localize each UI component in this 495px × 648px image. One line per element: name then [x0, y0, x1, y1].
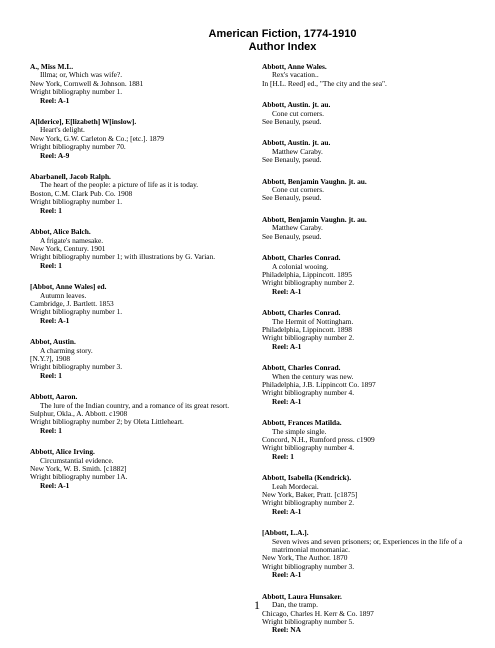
entry-detail: Wright bibliography number 2. [262, 333, 355, 343]
entry-detail: New York, Cornwell & Johnson. 1881 [30, 78, 144, 88]
work-title: A colonial wooing. [272, 261, 329, 271]
reel-label: Reel: A-1 [272, 570, 302, 580]
index-entry [262, 309, 472, 351]
author-name: [Abbott, L.A.]. [262, 528, 309, 538]
work-title: Circumstantial evidence. [40, 455, 114, 465]
work-title: When the century was new. [272, 371, 354, 381]
index-entry [30, 63, 240, 105]
index-entry [30, 173, 240, 215]
entry-detail: [N.Y.?], 1908 [30, 353, 71, 363]
entry-detail: New York, Baker, Pratt. [c1875] [262, 490, 358, 500]
entry-detail: Sulphur, Okla., A. Abbott. c1908 [30, 409, 128, 418]
reel-label: Reel: A-1 [40, 315, 70, 325]
entry-detail: Wright bibliography number 3. [30, 362, 123, 372]
entry-detail: See Benauly, pseud. [262, 117, 322, 127]
work-title: Leah Mordecai. [272, 481, 319, 491]
work-title: Illma; or, Which was wife?. [40, 70, 123, 80]
index-entry [262, 593, 472, 635]
author-name: Abarbanell, Jacob Ralph. [30, 172, 111, 182]
left-column [30, 63, 240, 503]
author-name: Abbot, Alice Balch. [30, 227, 91, 237]
author-name: [Abbot, Anne Wales] ed. [30, 282, 107, 292]
entry-detail: See Benauly, pseud. [262, 231, 322, 241]
index-entry [262, 63, 472, 88]
entry-detail: Wright bibliography number 3. [262, 561, 355, 571]
entry-detail: Boston, C.M. Clark Pub. Co. 1908 [30, 188, 133, 198]
author-name: Abbott, Aaron. [30, 392, 78, 402]
author-name: Abbott, Austin. jt. au. [262, 100, 331, 110]
index-entry [30, 338, 240, 380]
work-title: The simple single. [272, 426, 327, 436]
index-entry [30, 228, 240, 270]
reel-label: Reel: A-1 [272, 396, 302, 406]
author-name: Abbott, Alice Irving. [30, 447, 95, 457]
index-entry [30, 393, 240, 435]
entry-detail: Philadelphia, Lippincott. 1898 [262, 324, 352, 334]
entry-detail: Wright bibliography number 2. [262, 498, 355, 508]
entry-detail: Wright bibliography number 2. [262, 278, 355, 288]
index-entry [262, 216, 472, 241]
entry-detail: Concord, N.H., Rumford press. c1909 [262, 435, 375, 444]
reel-label: Reel: 1 [40, 370, 62, 380]
author-name: Abbott, Benjamin Vaughn. jt. au. [262, 176, 367, 186]
author-name: Abbott, Laura Hunsaker. [262, 591, 342, 601]
author-name: Abbott, Benjamin Vaughn. jt. au. [262, 214, 367, 224]
entry-detail: New York, Century. 1901 [30, 243, 106, 253]
work-title: Rex's vacation.. [272, 70, 319, 80]
index-entry [262, 139, 472, 164]
entry-detail: Wright bibliography number 1. [30, 87, 123, 97]
author-name: Abbott, Isabella (Kendrick). [262, 473, 352, 483]
entry-detail: Wright bibliography number 1; with illustrations by G. Varian. [30, 252, 216, 262]
entry-detail: New York, W. B. Smith. [c1882] [30, 464, 127, 474]
reel-label: Reel: A-1 [272, 286, 302, 296]
entry-detail: See Benauly, pseud. [262, 193, 322, 203]
entry-detail: Wright bibliography number 1. [30, 307, 123, 317]
reel-label: Reel: A-1 [272, 341, 302, 351]
author-name: A., Miss M.L. [30, 62, 74, 71]
reel-label: Reel: A-1 [272, 506, 302, 516]
page-title: American Fiction, 1774-1910 [208, 28, 357, 40]
author-name: Abbot, Austin. [30, 337, 76, 347]
index-entry [262, 254, 472, 296]
author-name: A[lderice], E[lizabeth] W[inslow]. [30, 117, 137, 127]
work-title: Matthew Caraby. [272, 146, 323, 156]
work-title: A frigate's namesake. [40, 235, 104, 245]
work-title: Cone cut corners. [272, 108, 324, 118]
page-number: 1 [254, 598, 260, 612]
author-name: Abbott, Anne Wales. [262, 62, 327, 71]
index-entry [262, 178, 472, 203]
reel-label: Reel: A-9 [40, 150, 70, 160]
page-header [0, 28, 495, 54]
author-name: Abbott, Charles Conrad. [262, 253, 341, 263]
work-title: The heart of the people: a picture of life as it is today. [40, 180, 199, 190]
reel-label: Reel: A-1 [40, 95, 70, 105]
entry-detail: Cambridge, J. Bartlett. 1853 [30, 298, 114, 308]
entry-detail: New York, G.W. Carleton & Co.; [etc.]. 1879 [30, 133, 164, 143]
entry-detail: Wright bibliography number 5. [262, 616, 355, 626]
work-title: Dan, the tramp. [272, 600, 318, 610]
work-title: A charming story. [40, 345, 93, 355]
entry-detail: Philadelphia, J.B. Lippincott Co. 1897 [262, 379, 376, 389]
author-name: Abbott, Frances Matilda. [262, 418, 342, 428]
work-title: Heart's delight. [40, 125, 85, 135]
work-title: The lure of the Indian country, and a romance of its great resort. [40, 400, 230, 410]
index-entry [262, 529, 472, 579]
page-subtitle: Author Index [248, 41, 317, 53]
work-title: Matthew Caraby. [272, 223, 323, 233]
work-title: Cone cut corners. [272, 185, 324, 195]
index-entry [262, 419, 472, 461]
index-entry [262, 101, 472, 126]
entry-detail: Wright bibliography number 1A. [30, 472, 128, 482]
entry-detail: Wright bibliography number 4. [262, 388, 355, 398]
work-title: Autumn leaves. [40, 290, 87, 300]
index-entry [262, 364, 472, 406]
right-column [262, 63, 472, 648]
entry-detail: Philadelphia, Lippincott. 1895 [262, 269, 352, 279]
entry-detail: New York, The Author. 1870 [262, 553, 348, 563]
index-entry [262, 474, 472, 516]
reel-label: Reel: 1 [40, 260, 62, 270]
index-entry [30, 283, 240, 325]
entry-detail: In [H.L. Reed] ed., "The city and the sea". [262, 78, 387, 88]
reel-label: Reel: 1 [40, 425, 62, 435]
author-name: Abbott, Austin. jt. au. [262, 138, 331, 148]
entry-detail: Chicago, Charles H. Kerr & Co. 1897 [262, 608, 374, 618]
author-name: Abbott, Charles Conrad. [262, 308, 341, 318]
work-title: The Hermit of Nottingham. [272, 316, 354, 326]
reel-label: Reel: 1 [40, 205, 62, 215]
reel-label: Reel: A-1 [40, 480, 70, 490]
work-title: Seven wives and seven prisoners; or, Experiences in the life of a matrimonial monomaniac. [272, 536, 463, 555]
index-entry [30, 118, 240, 160]
entry-detail: Wright bibliography number 2; by Oleta Littleheart. [30, 417, 184, 427]
entry-detail: See Benauly, pseud. [262, 155, 322, 165]
author-name: Abbott, Charles Conrad. [262, 363, 341, 373]
entry-detail: Wright bibliography number 1. [30, 197, 123, 207]
reel-label: Reel: NA [272, 625, 301, 635]
entry-detail: Wright bibliography number 70. [30, 142, 126, 152]
index-entry [30, 448, 240, 490]
entry-detail: Wright bibliography number 4. [262, 443, 355, 453]
reel-label: Reel: 1 [272, 451, 294, 461]
